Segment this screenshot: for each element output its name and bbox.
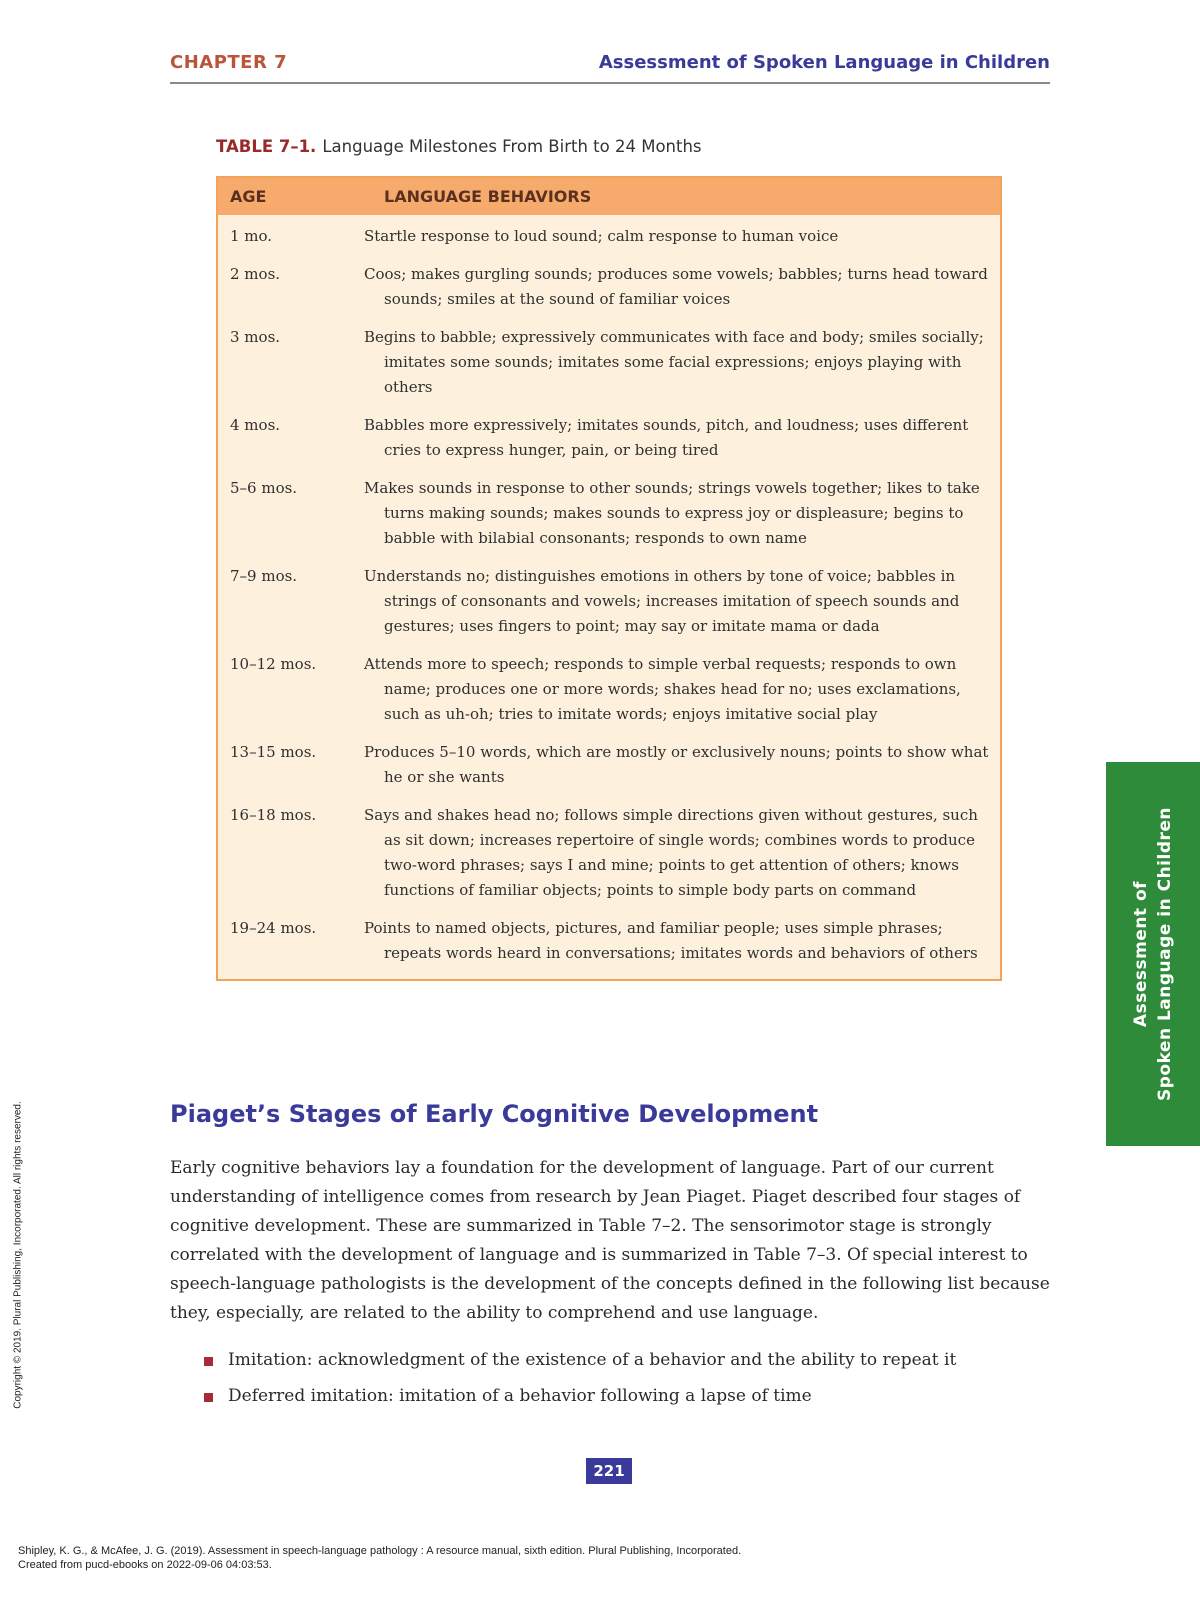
list-item-text: Deferred imitation: imitation of a behavior following a lapse of time <box>228 1386 812 1406</box>
age-cell: 19–24 mos. <box>230 919 317 937</box>
chapter-label: CHAPTER 7 <box>170 52 288 73</box>
behaviors-column-header: LANGUAGE BEHAVIORS <box>346 177 1001 215</box>
list-item-text: Imitation: acknowledgment of the existence of a behavior and the ability to repeat it <box>228 1350 957 1370</box>
behavior-cell: Babbles more expressively; imitates sounds, pitch, and loudness; uses different cries to express hunger, pain, or being tired <box>364 416 969 459</box>
age-cell: 7–9 mos. <box>230 567 298 585</box>
running-title: Assessment of Spoken Language in Children <box>598 52 1050 73</box>
milestones-table <box>216 176 1002 981</box>
section-heading: Piaget’s Stages of Early Cognitive Development <box>170 1100 819 1128</box>
behavior-cell: Coos; makes gurgling sounds; produces some vowels; babbles; turns head toward sounds; smiles at the sound of familiar voices <box>364 265 988 308</box>
age-cell: 4 mos. <box>230 416 281 434</box>
table-row <box>217 262 1001 325</box>
age-cell: 5–6 mos. <box>230 479 298 497</box>
age-cell: 1 mo. <box>230 227 273 245</box>
behavior-cell: Points to named objects, pictures, and familiar people; uses simple phrases; repeats words heard in conversations; imitates words and behaviors of others <box>364 919 978 962</box>
thumb-tab-line-1: Assessment of <box>1131 880 1151 1028</box>
list-item <box>204 1342 956 1378</box>
list-item <box>204 1378 956 1414</box>
table-caption-text: Language Milestones From Birth to 24 Months <box>322 137 702 156</box>
citation-line-1: Shipley, K. G., & McAfee, J. G. (2019). Assessment in speech-language pathology : A resource manual, sixth edition. Plural Publishing, Incorporated. <box>18 1545 742 1557</box>
concept-list <box>204 1342 956 1414</box>
behavior-cell: Says and shakes head no; follows simple directions given without gestures, such as sit down; increases repertoire of single words; combines words to produce two-word phrases; says I and mine; points to get attention of others; knows functions of familiar objects; points to simple body parts on command <box>364 806 978 899</box>
table-row <box>217 215 1001 262</box>
table-caption <box>216 137 702 156</box>
table-row <box>217 564 1001 652</box>
behavior-cell: Produces 5–10 words, which are mostly or exclusively nouns; points to show what he or she wants <box>364 743 989 786</box>
table-row <box>217 476 1001 564</box>
header-rule <box>170 82 1050 84</box>
copyright-notice: Copyright © 2019. Plural Publishing, Incorporated. All rights reserved. <box>12 1101 24 1409</box>
behavior-cell: Attends more to speech; responds to simple verbal requests; responds to own name; produces one or more words; shakes head for no; uses exclamations, such as uh-oh; tries to imitate words; enjoys imitative social play <box>364 655 961 723</box>
page-number: 221 <box>586 1458 632 1484</box>
body-paragraph: Early cognitive behaviors lay a foundation for the development of language. Part of our current understanding of intelligence comes from research by Jean Piaget. Piaget described four stages of cognitive development. These are summarized in Table 7–2. The sensorimotor stage is strongly correlated with the development of language and is summarized in Table 7–3. Of special interest to speech-language pathologists is the development of the concepts defined in the following list because they, especially, are related to the ability to comprehend and use language. <box>170 1158 1050 1323</box>
square-bullet-icon <box>204 1357 213 1366</box>
table-row <box>217 652 1001 740</box>
table-row <box>217 916 1001 980</box>
behavior-cell: Begins to babble; expressively communicates with face and body; smiles socially; imitates some sounds; imitates some facial expressions; enjoys playing with others <box>364 328 984 396</box>
square-bullet-icon <box>204 1393 213 1402</box>
age-cell: 2 mos. <box>230 265 281 283</box>
thumb-tab-line-2: Spoken Language in Children <box>1155 806 1175 1102</box>
table-row <box>217 413 1001 476</box>
citation-line-2: Created from pucd-ebooks on 2022-09-06 04:03:53. <box>18 1559 272 1571</box>
age-cell: 16–18 mos. <box>230 806 317 824</box>
behavior-cell: Understands no; distinguishes emotions in others by tone of voice; babbles in strings of consonants and vowels; increases imitation of speech sounds and gestures; uses fingers to point; may say or imitate mama or dada <box>364 567 960 635</box>
age-cell: 10–12 mos. <box>230 655 317 673</box>
age-cell: 13–15 mos. <box>230 743 317 761</box>
age-column-header: AGE <box>217 177 346 215</box>
age-cell: 3 mos. <box>230 328 281 346</box>
table-row <box>217 740 1001 803</box>
table-row <box>217 325 1001 413</box>
table-header-row <box>217 177 1001 215</box>
behavior-cell: Makes sounds in response to other sounds; strings vowels together; likes to take turns making sounds; makes sounds to express joy or displeasure; begins to babble with bilabial consonants; responds to own name <box>364 479 980 547</box>
table-label: TABLE 7–1. <box>216 137 317 156</box>
thumb-tab-label <box>1129 807 1177 1101</box>
table-row <box>217 803 1001 916</box>
behavior-cell: Startle response to loud sound; calm response to human voice <box>364 227 839 245</box>
source-citation <box>18 1544 741 1572</box>
